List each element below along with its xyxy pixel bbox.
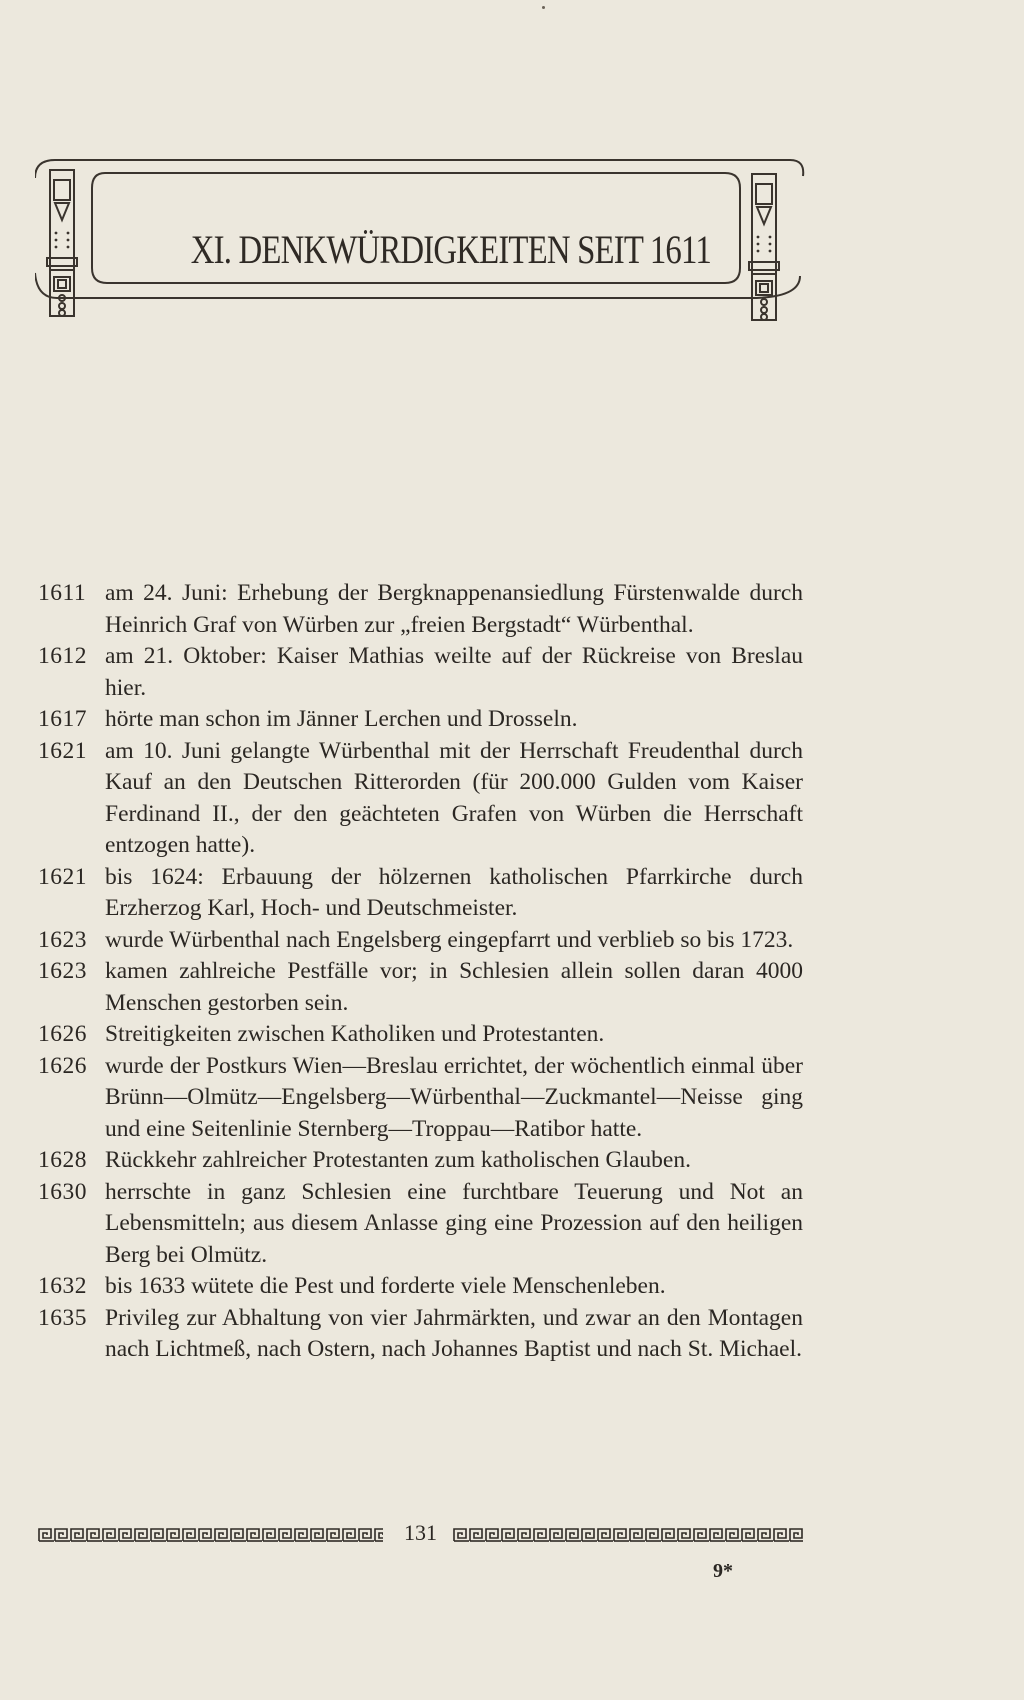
entry-year: 1632 [38, 1273, 87, 1299]
chronology-entry [38, 641, 803, 704]
chapter-header [35, 158, 800, 318]
entry-text: Rückkehr zahlreicher Protestanten zum katholischen Glauben. [105, 1147, 691, 1173]
chronology-entry [38, 862, 803, 925]
entry-year: 1635 [38, 1304, 87, 1331]
greek-key-border-left [38, 1528, 383, 1542]
chronology-list [38, 578, 803, 1366]
entry-year: 1611 [38, 580, 87, 606]
chronology-entry [38, 704, 803, 736]
entry-text: am 10. Juni gelangte Würbenthal mit der Herrschaft Freudenthal durch Kauf an den Deutschen Ritterorden (für 200.000 Gulden vom Kaiser Ferdinand II., der den geächteten Grafen von Würben die Herrschaft entzogen hatte). [105, 737, 803, 858]
entry-text: Streitigkeiten zwischen Katholiken und Protestanten. [105, 1021, 605, 1047]
entry-text: herrschte in ganz Schlesien eine furchtbare Teuerung und Not an Lebensmitteln; aus diesem Anlasse ging eine Prozession auf den heiligen Berg bei Olmütz. [105, 1178, 803, 1268]
chronology-entry [38, 925, 803, 957]
chapter-title: XI. DENKWÜRDIGKEITEN SEIT 1611 [190, 227, 711, 272]
entry-text: wurde Würbenthal nach Engelsberg eingepfarrt und verblieb so bis 1723. [105, 926, 794, 953]
page-footer [38, 1520, 808, 1550]
entry-text: am 24. Juni: Erhebung der Bergknappenansiedlung Fürstenwalde durch Heinrich Graf von Würben zur „freien Bergstadt“ Würbenthal. [105, 580, 803, 638]
chronology-entry [38, 1303, 803, 1366]
chronology-entry [38, 1177, 803, 1272]
chronology-entry [38, 1019, 803, 1051]
entry-text: Privileg zur Abhaltung von vier Jahrmärkten, und zwar an den Montagen nach Lichtmeß, nach Ostern, nach Johannes Baptist und nach St. Michael. [105, 1304, 803, 1362]
entry-year: 1628 [38, 1147, 87, 1173]
entry-year: 1626 [38, 1021, 87, 1047]
greek-key-border-right [453, 1528, 803, 1542]
speck [542, 6, 545, 9]
entry-text: bis 1624: Erbauung der hölzernen katholischen Pfarrkirche durch Erzherzog Karl, Hoch- und Deutschmeister. [105, 863, 803, 921]
entry-year: 1612 [38, 643, 87, 669]
entry-year: 1623 [38, 926, 87, 953]
entry-text: bis 1633 wütete die Pest und forderte viele Menschenleben. [105, 1273, 666, 1299]
entry-year: 1621 [38, 863, 87, 890]
signature-mark: 9* [713, 1560, 733, 1582]
entry-year: 1617 [38, 706, 87, 732]
entry-year: 1626 [38, 1052, 87, 1079]
entry-year: 1630 [38, 1178, 87, 1205]
entry-text: wurde der Postkurs Wien—Breslau errichtet, der wöchentlich einmal über Brünn—Olmütz—Engelsberg—Würbenthal—Zuckmantel—Neisse ging und eine Seitenlinie Sternberg—Troppau—Ratibor hatte. [105, 1052, 803, 1142]
entry-text: am 21. Oktober: Kaiser Mathias weilte auf der Rückreise von Breslau hier. [105, 643, 803, 701]
page-number: 131 [404, 1520, 437, 1545]
chronology-entry [38, 578, 803, 641]
chronology-entry [38, 1145, 803, 1177]
chronology-entry [38, 1271, 803, 1303]
entry-text: kamen zahlreiche Pestfälle vor; in Schlesien allein sollen daran 4000 Menschen gestorben sein. [105, 958, 803, 1016]
chronology-entry [38, 1051, 803, 1146]
chronology-entry [38, 956, 803, 1019]
entry-year: 1623 [38, 958, 87, 984]
chronology-entry [38, 736, 803, 862]
entry-year: 1621 [38, 737, 87, 764]
entry-text: hörte man schon im Jänner Lerchen und Drosseln. [105, 706, 578, 732]
